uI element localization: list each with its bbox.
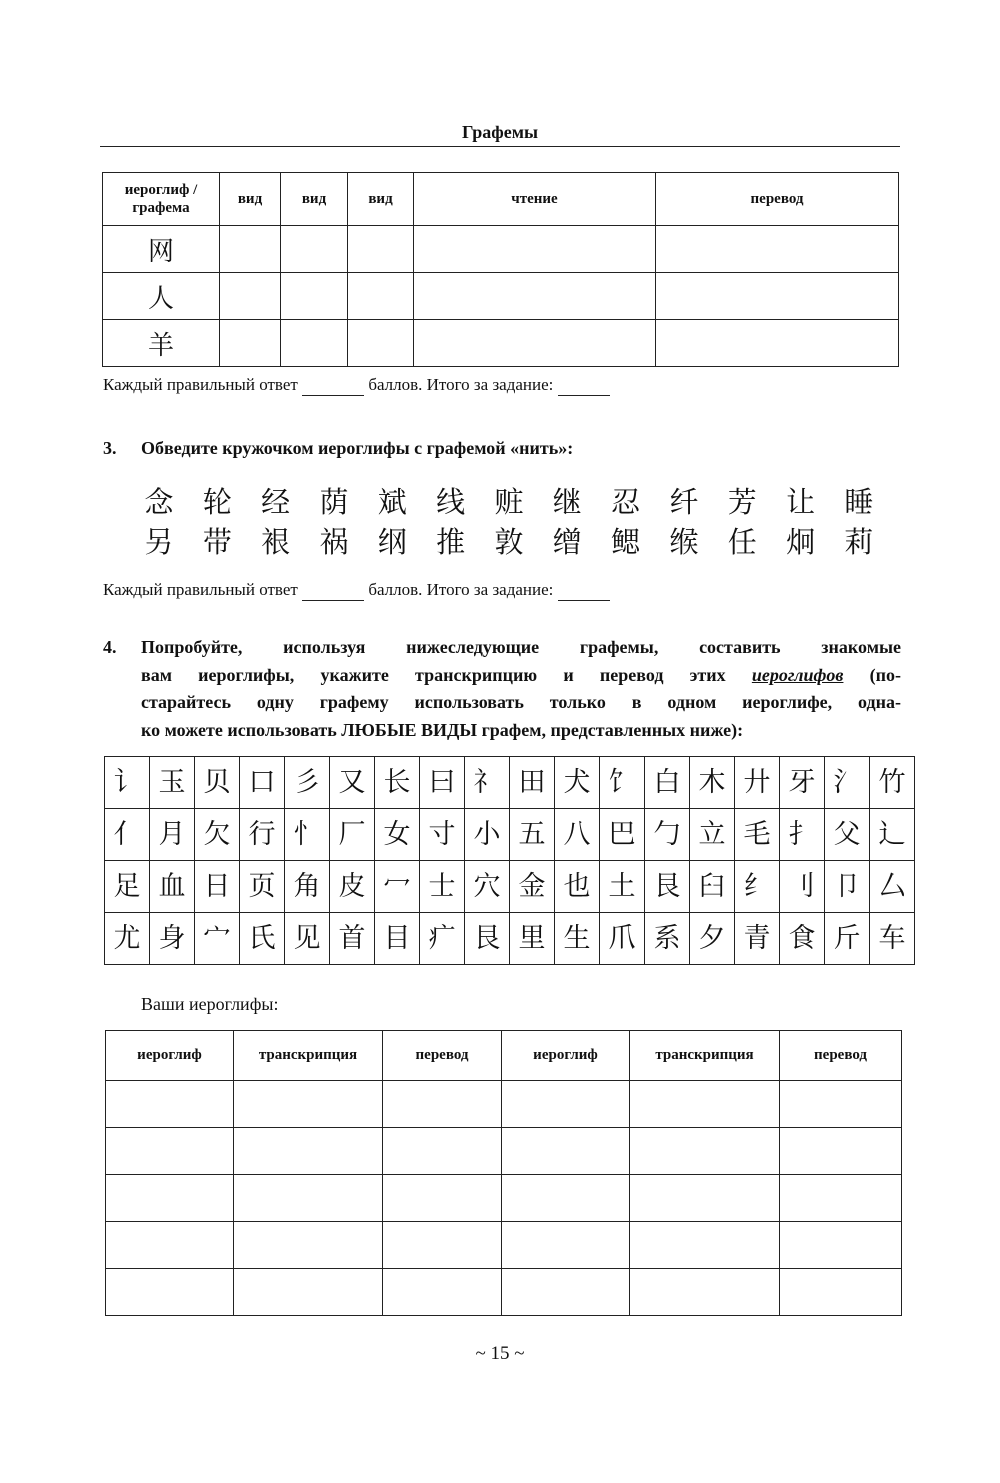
score-line <box>103 375 610 396</box>
grid-row <box>105 757 915 809</box>
character-option[interactable]: 让 <box>786 485 816 519</box>
table-row <box>106 1222 902 1269</box>
grapheme-cell: 彡 <box>285 757 330 809</box>
blank-cell[interactable] <box>630 1081 780 1128</box>
grapheme-cell: 氵 <box>825 757 870 809</box>
blank-cell[interactable] <box>383 1081 502 1128</box>
grapheme-cell: 宀 <box>195 913 240 965</box>
blank-cell[interactable] <box>234 1222 383 1269</box>
character-option[interactable]: 莉 <box>844 525 874 559</box>
score-prefix: Каждый правильный ответ <box>103 375 298 394</box>
character-option[interactable]: 缯 <box>552 525 582 559</box>
blank-cell[interactable] <box>281 226 348 273</box>
grapheme-cell: 又 <box>330 757 375 809</box>
grapheme-cell: 士 <box>420 861 465 913</box>
grapheme-cell: 食 <box>780 913 825 965</box>
blank-cell[interactable] <box>780 1128 902 1175</box>
blank-cell[interactable] <box>106 1269 234 1316</box>
grapheme-cell: 见 <box>285 913 330 965</box>
grapheme-cell: 角 <box>285 861 330 913</box>
blank-cell[interactable] <box>502 1175 630 1222</box>
task-line-part: вам иероглифы, укажите транскрипцию и перевод этих <box>141 664 726 685</box>
character-line-2 <box>139 520 879 561</box>
grapheme-cell: 曰 <box>420 757 465 809</box>
task-number: 4. <box>103 637 117 657</box>
page-number: ~ 15 ~ <box>475 1343 525 1364</box>
task-line: ко можете использовать ЛЮБЫЕ ВИДЫ графем, представленных ниже): <box>141 719 744 740</box>
grapheme-cell: 欠 <box>195 809 240 861</box>
grapheme-cell: 身 <box>150 913 195 965</box>
blank-cell[interactable] <box>348 320 414 367</box>
character-option[interactable]: 斌 <box>377 485 407 519</box>
blank-cell[interactable] <box>502 1222 630 1269</box>
table-header-row <box>103 173 899 226</box>
grid-row <box>105 913 915 965</box>
grapheme-cell: 斤 <box>825 913 870 965</box>
character-option[interactable]: 经 <box>261 485 291 519</box>
blank-cell[interactable] <box>780 1269 902 1316</box>
grapheme-cell: 尤 <box>105 913 150 965</box>
grapheme-cell: 也 <box>555 861 600 913</box>
score-middle: баллов. Итого за задание: <box>368 375 554 394</box>
grapheme-cell: 立 <box>690 809 735 861</box>
table-row <box>106 1269 902 1316</box>
grapheme-cell: 车 <box>870 913 915 965</box>
table-row <box>106 1128 902 1175</box>
grapheme-cell: 巴 <box>600 809 645 861</box>
grapheme-cell: 青 <box>735 913 780 965</box>
grapheme-cell: 亻 <box>105 809 150 861</box>
blank-cell[interactable] <box>234 1269 383 1316</box>
blank-cell[interactable] <box>656 226 899 273</box>
header-cell: перевод <box>383 1031 502 1081</box>
blank-cell[interactable] <box>502 1269 630 1316</box>
score-blank[interactable] <box>302 580 364 601</box>
grapheme-cell: 艮 <box>465 913 510 965</box>
grapheme-cell: 疒 <box>420 913 465 965</box>
grapheme-cell: 忄 <box>285 809 330 861</box>
grapheme-grid <box>104 756 915 965</box>
your-characters-label: Ваши иероглифы: <box>141 994 279 1014</box>
header-cell: транскрипция <box>630 1031 780 1081</box>
blank-cell[interactable] <box>780 1222 902 1269</box>
blank-cell[interactable] <box>502 1128 630 1175</box>
blank-cell[interactable] <box>220 320 281 367</box>
blank-cell[interactable] <box>502 1081 630 1128</box>
blank-cell[interactable] <box>234 1128 383 1175</box>
header-cell: чтение <box>414 173 656 226</box>
blank-cell[interactable] <box>383 1269 502 1316</box>
blank-cell[interactable] <box>656 320 899 367</box>
blank-cell[interactable] <box>106 1175 234 1222</box>
grapheme-cell: 八 <box>555 809 600 861</box>
grapheme-cell: 父 <box>825 809 870 861</box>
task-line: старайтесь одну графему использовать только в одном иероглифе, одна- <box>141 692 901 712</box>
blank-cell[interactable] <box>234 1175 383 1222</box>
task-text: Обведите кружочком иероглифы с графемой «нить»: <box>141 438 574 458</box>
grapheme-cell: 冖 <box>375 861 420 913</box>
character-option[interactable]: 敦 <box>494 525 524 559</box>
blank-cell[interactable] <box>348 273 414 320</box>
grapheme-cell: 夕 <box>690 913 735 965</box>
character-cell: 人 <box>103 273 220 320</box>
blank-cell[interactable] <box>220 226 281 273</box>
blank-cell[interactable] <box>106 1081 234 1128</box>
grapheme-cell: 犬 <box>555 757 600 809</box>
grapheme-cell: 页 <box>240 861 285 913</box>
score-prefix: Каждый правильный ответ <box>103 580 298 599</box>
character-option[interactable]: 继 <box>552 485 582 519</box>
grapheme-cell: 讠 <box>105 757 150 809</box>
table-row <box>106 1175 902 1222</box>
table-row <box>103 273 899 320</box>
header-cell: иероглиф / графема <box>103 173 220 226</box>
character-option[interactable]: 线 <box>436 485 466 519</box>
grapheme-cell: 牙 <box>780 757 825 809</box>
table-row <box>103 226 899 273</box>
character-option[interactable]: 睡 <box>844 485 874 519</box>
blank-cell[interactable] <box>220 273 281 320</box>
grapheme-cell: 廾 <box>735 757 780 809</box>
grapheme-cell: 氏 <box>240 913 285 965</box>
grapheme-cell: 目 <box>375 913 420 965</box>
blank-cell[interactable] <box>630 1175 780 1222</box>
header-cell: перевод <box>780 1031 902 1081</box>
task-number: 3. <box>103 438 117 458</box>
grapheme-cell: 厂 <box>330 809 375 861</box>
grapheme-cell: 女 <box>375 809 420 861</box>
character-option[interactable]: 推 <box>436 525 466 559</box>
task-line: Попробуйте, используя нижеследующие графемы, составить знакомые <box>141 637 901 657</box>
header-cell: вид <box>348 173 414 226</box>
blank-cell[interactable] <box>281 273 348 320</box>
blank-cell[interactable] <box>383 1222 502 1269</box>
grapheme-cell: 系 <box>645 913 690 965</box>
character-option[interactable]: 带 <box>202 525 232 559</box>
character-option[interactable]: 鳃 <box>611 525 641 559</box>
grapheme-cell: 礻 <box>465 757 510 809</box>
grapheme-cell: 血 <box>150 861 195 913</box>
blank-cell[interactable] <box>414 320 656 367</box>
blank-cell[interactable] <box>383 1175 502 1222</box>
character-option[interactable]: 芳 <box>727 485 757 519</box>
header-cell: иероглиф <box>106 1031 234 1081</box>
grapheme-cell: 木 <box>690 757 735 809</box>
grapheme-cell: 五 <box>510 809 555 861</box>
blank-cell[interactable] <box>106 1128 234 1175</box>
character-option[interactable]: 另 <box>144 525 174 559</box>
character-option[interactable]: 念 <box>144 485 174 519</box>
header-cell: иероглиф <box>502 1031 630 1081</box>
grapheme-cell: 月 <box>150 809 195 861</box>
character-option[interactable]: 荫 <box>319 485 349 519</box>
grapheme-cell: 日 <box>195 861 240 913</box>
blank-cell[interactable] <box>348 226 414 273</box>
blank-cell[interactable] <box>281 320 348 367</box>
blank-cell[interactable] <box>414 273 656 320</box>
grid-row <box>105 809 915 861</box>
score-blank[interactable] <box>302 375 364 396</box>
character-option[interactable]: 炯 <box>786 525 816 559</box>
header-cell: вид <box>220 173 281 226</box>
blank-cell[interactable] <box>106 1222 234 1269</box>
header-cell: вид <box>281 173 348 226</box>
blank-cell[interactable] <box>383 1128 502 1175</box>
grapheme-cell: 扌 <box>780 809 825 861</box>
character-option[interactable]: 纤 <box>669 485 699 519</box>
page-title: Графемы <box>461 122 539 142</box>
grapheme-cell: 里 <box>510 913 555 965</box>
grapheme-cell: 长 <box>375 757 420 809</box>
grapheme-cell: 白 <box>645 757 690 809</box>
header-rule <box>100 146 900 147</box>
character-cell: 网 <box>103 226 220 273</box>
score-middle: баллов. Итого за задание: <box>368 580 554 599</box>
task-4-heading <box>103 634 901 744</box>
grapheme-cell: 玉 <box>150 757 195 809</box>
blank-cell[interactable] <box>780 1175 902 1222</box>
blank-cell[interactable] <box>630 1222 780 1269</box>
graphemes-table <box>102 172 899 367</box>
table-row <box>103 320 899 367</box>
grapheme-cell: 艮 <box>645 861 690 913</box>
grapheme-cell: 皮 <box>330 861 375 913</box>
character-option[interactable]: 任 <box>727 525 757 559</box>
grapheme-cell: 竹 <box>870 757 915 809</box>
table-row <box>106 1081 902 1128</box>
answers-table <box>105 1030 902 1316</box>
grapheme-cell: 口 <box>240 757 285 809</box>
task-3-heading <box>103 438 573 459</box>
grapheme-cell: 足 <box>105 861 150 913</box>
header-cell: транскрипция <box>234 1031 383 1081</box>
character-option[interactable]: 缑 <box>669 525 699 559</box>
character-option[interactable]: 祸 <box>319 525 349 559</box>
grid-row <box>105 861 915 913</box>
grapheme-cell: 饣 <box>600 757 645 809</box>
grapheme-cell: 生 <box>555 913 600 965</box>
character-option[interactable]: 纲 <box>377 525 407 559</box>
blank-cell[interactable] <box>234 1081 383 1128</box>
grapheme-cell: 卩 <box>825 861 870 913</box>
blank-cell[interactable] <box>780 1081 902 1128</box>
grapheme-cell: 小 <box>465 809 510 861</box>
grapheme-cell: 辶 <box>870 809 915 861</box>
grapheme-cell: 贝 <box>195 757 240 809</box>
character-cell: 羊 <box>103 320 220 367</box>
grapheme-cell: 纟 <box>735 861 780 913</box>
task-line <box>141 662 901 690</box>
character-option[interactable]: 裉 <box>261 525 291 559</box>
grapheme-cell: 勹 <box>645 809 690 861</box>
character-option[interactable]: 忍 <box>611 485 641 519</box>
grapheme-cell: 刂 <box>780 861 825 913</box>
blank-cell[interactable] <box>414 226 656 273</box>
total-blank[interactable] <box>558 375 610 396</box>
grapheme-cell: 毛 <box>735 809 780 861</box>
grapheme-cell: 田 <box>510 757 555 809</box>
emphasis-word: иероглифов <box>751 664 844 685</box>
table-header-row <box>106 1031 902 1081</box>
total-blank[interactable] <box>558 580 610 601</box>
blank-cell[interactable] <box>630 1269 780 1316</box>
grapheme-cell: 土 <box>600 861 645 913</box>
grapheme-cell: 行 <box>240 809 285 861</box>
grapheme-cell: 爪 <box>600 913 645 965</box>
character-option[interactable]: 轮 <box>202 485 232 519</box>
score-line <box>103 580 610 601</box>
grapheme-cell: 穴 <box>465 861 510 913</box>
grapheme-cell: 厶 <box>870 861 915 913</box>
grapheme-cell: 首 <box>330 913 375 965</box>
task-line-part: (по- <box>869 664 902 685</box>
character-option[interactable]: 赃 <box>494 485 524 519</box>
header-cell: перевод <box>656 173 899 226</box>
grapheme-cell: 臼 <box>690 861 735 913</box>
character-line-1 <box>139 480 879 521</box>
blank-cell[interactable] <box>656 273 899 320</box>
grapheme-cell: 金 <box>510 861 555 913</box>
blank-cell[interactable] <box>630 1128 780 1175</box>
grapheme-cell: 寸 <box>420 809 465 861</box>
